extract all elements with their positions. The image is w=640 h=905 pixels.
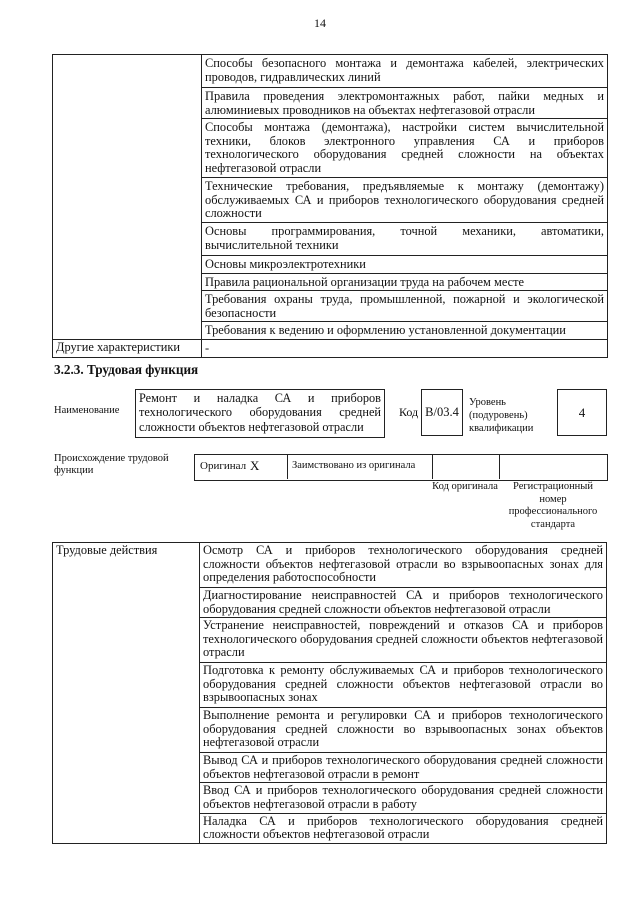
table-cell: Правила рациональной организации труда на рабочем месте (202, 273, 608, 291)
registration-number-caption: Регистрационный номер профессионального стандарта (508, 481, 598, 530)
table-row (53, 339, 608, 357)
other-characteristics-value: - (202, 339, 608, 357)
other-characteristics-label: Другие характеристики (53, 339, 202, 357)
origin-label: Происхождение трудовой функции (54, 453, 169, 476)
origin-divider (287, 454, 288, 479)
name-label: Наименование (54, 405, 120, 416)
original-label: Оригинал (200, 460, 247, 472)
table-cell-empty (53, 55, 202, 340)
labor-actions-table (52, 542, 607, 844)
table-cell: Требования к ведению и оформлению установленной документации (202, 322, 608, 340)
borrowed-label: Заимствовано из оригинала (292, 460, 416, 471)
knowledge-table (52, 54, 608, 358)
table-cell: Выполнение ремонта и регулировки СА и приборов технологического оборудования средней сложности во взрывоопасных зонах объектов нефтегазовой отрасли (200, 708, 607, 753)
table-cell: Диагностирование неисправностей СА и приборов технологического оборудования средней сложности объектов нефтегазовой отрасли (200, 588, 607, 618)
level-value-box: 4 (557, 389, 607, 436)
table-cell: Подготовка к ремонту обслуживаемых СА и приборов технологического оборудования средней сложности объектов нефтегазовой отрасли во взрывоопасных зонах (200, 663, 607, 708)
code-original-caption: Код оригинала (432, 481, 498, 492)
table-cell: Основы микроэлектротехники (202, 255, 608, 273)
page-number: 14 (314, 16, 326, 30)
section-title: 3.2.3. Трудовая функция (54, 362, 199, 377)
original-mark: X (250, 458, 260, 473)
table-cell: Способы монтажа (демонтажа), настройки систем вычислительной техники, блоков электронного управления СА и приборов технологического оборудования средней сложности на объектах нефтегазовой отрасли (202, 119, 608, 178)
table-row (53, 543, 607, 588)
table-row (53, 55, 608, 88)
table-cell: Вывод СА и приборов технологического оборудования средней сложности объектов нефтегазовой отрасли в ремонт (200, 753, 607, 783)
table-cell: Основы программирования, точной механики, автоматики, вычислительной техники (202, 222, 608, 255)
function-name-box: Ремонт и наладка СА и приборов технологического оборудования средней сложности объектов нефтегазовой отрасли (135, 389, 385, 438)
table-cell: Технические требования, предъявляемые к монтажу (демонтажу) обслуживаемых СА и приборов технологического оборудования средней сложности (202, 178, 608, 223)
code-value-box: B/03.4 (421, 389, 463, 436)
table-cell: Устранение неисправностей, повреждений и отказов СА и приборов технологического оборудования средней сложности объектов нефтегазовой отрасли (200, 618, 607, 663)
table-cell: Способы безопасного монтажа и демонтажа кабелей, электрических проводов, гидравлических линий (202, 55, 608, 88)
table-cell: Требования охраны труда, промышленной, пожарной и экологической безопасности (202, 291, 608, 322)
table-cell: Ввод СА и приборов технологического оборудования средней сложности объектов нефтегазовой отрасли в работу (200, 783, 607, 813)
table-cell: Правила проведения электромонтажных работ, пайки медных и алюминиевых проводников на объектах нефтегазовой отрасли (202, 88, 608, 119)
origin-divider (499, 454, 500, 479)
code-label: Код (399, 405, 419, 419)
labor-actions-label: Трудовые действия (53, 543, 200, 844)
table-cell: Наладка СА и приборов технологического оборудования средней сложности объектов нефтегазовой отрасли (200, 813, 607, 843)
origin-divider (432, 454, 433, 479)
level-label: Уровень (подуровень) квалификации (469, 397, 534, 434)
table-cell: Осмотр СА и приборов технологического оборудования средней сложности объектов нефтегазовой отрасли во взрывоопасных зонах для определения работоспособности (200, 543, 607, 588)
